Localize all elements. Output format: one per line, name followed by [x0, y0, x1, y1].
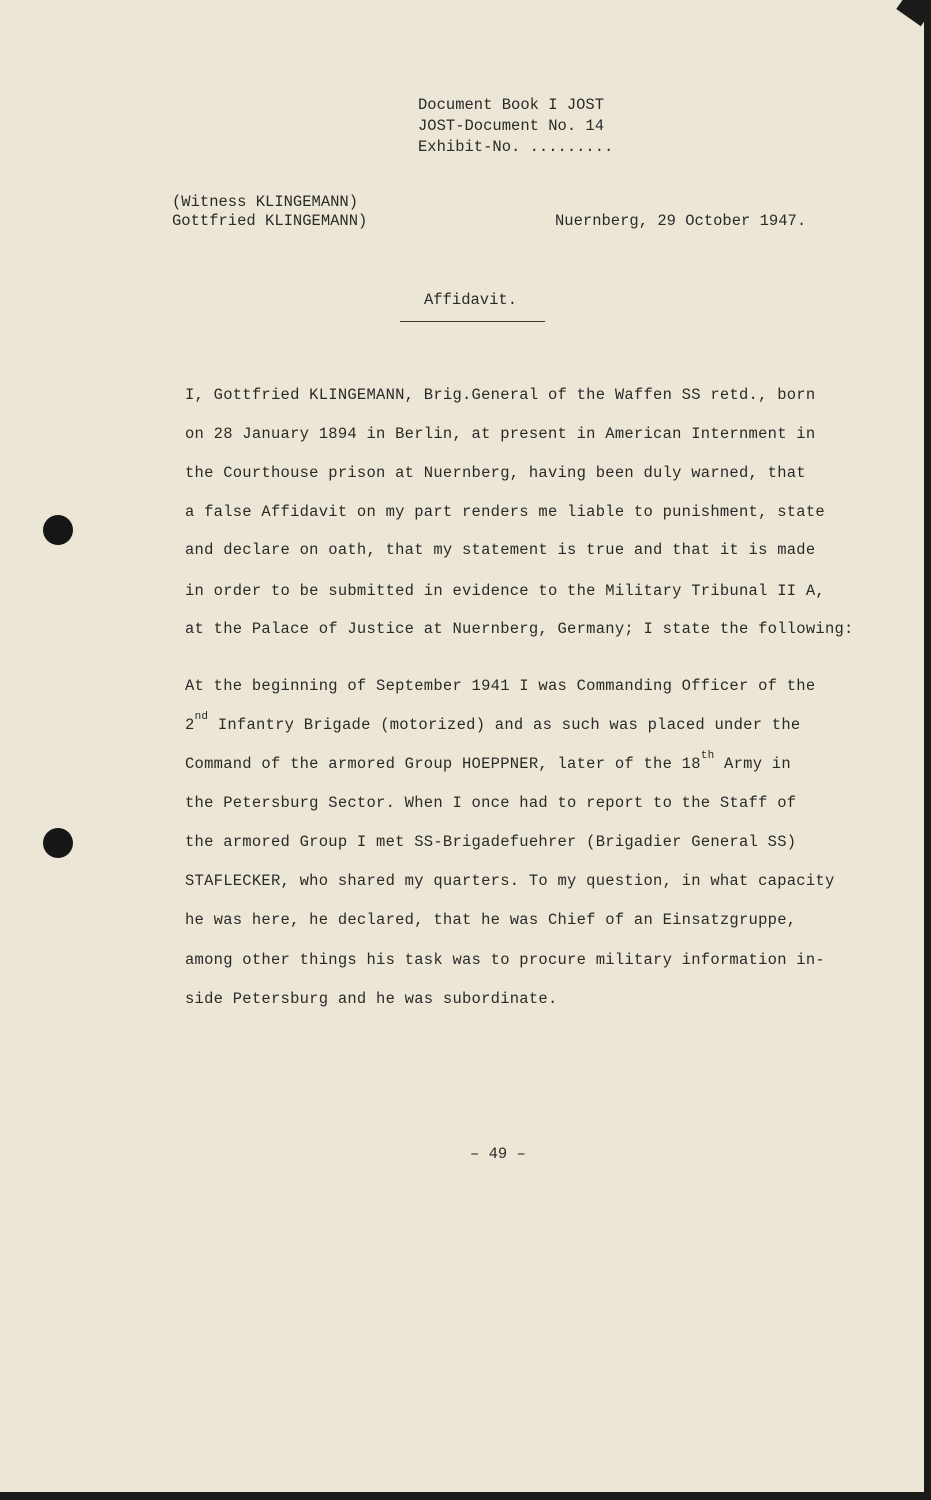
place-and-date: Nuernberg, 29 October 1947.	[555, 212, 807, 230]
paragraph-1-line: the Courthouse prison at Nuernberg, having been duly warned, that	[185, 464, 806, 482]
line-text: Command of the armored Group HOEPPNER, later of the 18	[185, 755, 701, 773]
ordinal-number: 2	[185, 716, 195, 734]
paragraph-2-line	[185, 710, 801, 734]
paragraph-2-line: At the beginning of September 1941 I was Commanding Officer of the	[185, 677, 816, 695]
paragraph-1-line: I, Gottfried KLINGEMANN, Brig.General of the Waffen SS retd., born	[185, 386, 816, 404]
document-reference	[418, 95, 613, 158]
line-text: Infantry Brigade (motorized) and as such was placed under the	[208, 716, 801, 734]
torn-corner	[896, 0, 931, 26]
paragraph-1-line: and declare on oath, that my statement is true and that it is made	[185, 541, 816, 559]
punch-hole	[43, 515, 73, 545]
paragraph-1-line: at the Palace of Justice at Nuernberg, Germany; I state the following:	[185, 620, 854, 638]
paragraph-1-line: in order to be submitted in evidence to the Military Tribunal II A,	[185, 582, 825, 600]
document-title: Affidavit.	[424, 291, 518, 309]
paragraph-2-line: the Petersburg Sector. When I once had to report to the Staff of	[185, 794, 797, 812]
witness-line-2: Gottfried KLINGEMANN)	[172, 212, 368, 230]
paragraph-2-line: among other things his task was to procure military information in-	[185, 951, 825, 969]
paragraph-2-line: he was here, he declared, that he was Chief of an Einsatzgruppe,	[185, 911, 797, 929]
paragraph-2-line	[185, 749, 791, 773]
paragraph-1-line: on 28 January 1894 in Berlin, at present in American Internment in	[185, 425, 816, 443]
title-underline	[400, 321, 545, 322]
exhibit-number-line: Exhibit-No. .........	[418, 138, 614, 156]
ordinal-suffix: nd	[194, 710, 209, 723]
witness-block	[172, 193, 367, 231]
paragraph-1-line: a false Affidavit on my part renders me liable to punishment, state	[185, 503, 825, 521]
page-number: – 49 –	[470, 1145, 526, 1163]
line-text: Army in	[714, 755, 791, 773]
paragraph-2-line: the armored Group I met SS-Brigadefuehrer (Brigadier General SS)	[185, 833, 797, 851]
paragraph-2-line: STAFLECKER, who shared my quarters. To my question, in what capacity	[185, 872, 835, 890]
punch-hole	[43, 828, 73, 858]
document-book-line: Document Book I JOST	[418, 96, 605, 114]
ordinal-suffix: th	[700, 749, 715, 762]
document-number-line: JOST-Document No. 14	[418, 117, 605, 135]
witness-line-1: (Witness KLINGEMANN)	[172, 193, 359, 211]
paragraph-2-line: side Petersburg and he was subordinate.	[185, 990, 558, 1008]
